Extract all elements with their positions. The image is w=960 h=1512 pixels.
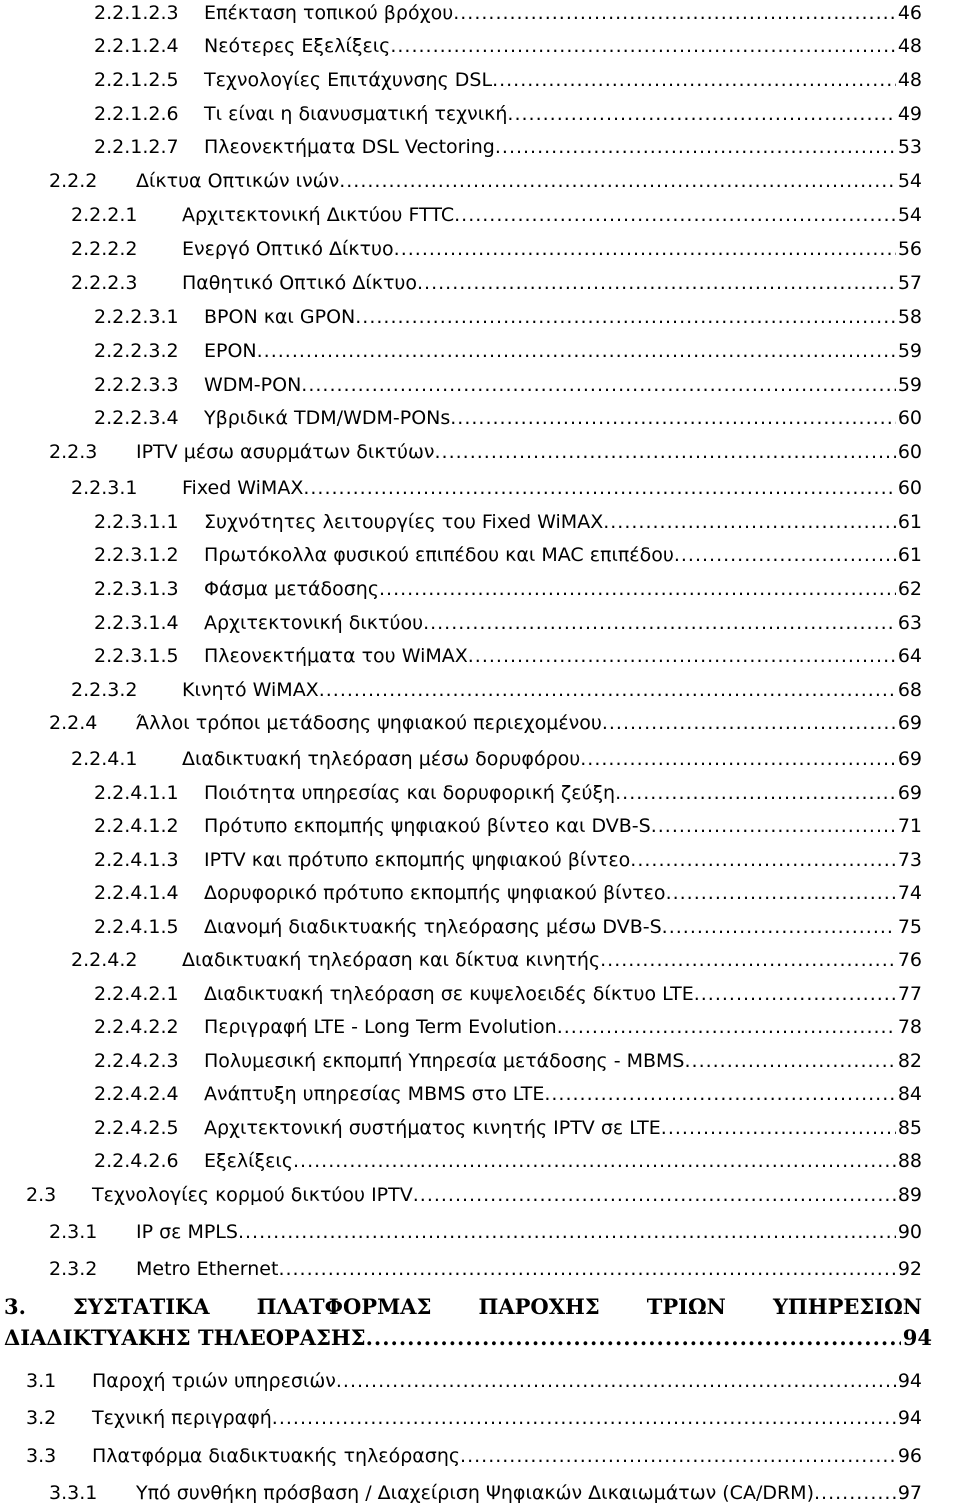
toc-entry[interactable] bbox=[0, 746, 960, 778]
toc-entry-number: 2.2.3.1.2 bbox=[94, 544, 179, 566]
toc-entry-number: 2.2.4.2.6 bbox=[94, 1150, 179, 1172]
toc-entry-line bbox=[204, 1014, 922, 1040]
toc-entry-title: Πλεονεκτήματα του WiMAX bbox=[204, 645, 468, 667]
toc-entry[interactable] bbox=[0, 1368, 960, 1400]
toc-entry[interactable] bbox=[0, 1182, 960, 1214]
toc-entry-title: Ποιότητα υπηρεσίας και δορυφορική ζεύξη bbox=[204, 782, 616, 804]
toc-entry[interactable] bbox=[0, 542, 960, 574]
toc-entry-page: 56 bbox=[897, 238, 922, 260]
dot-leader bbox=[394, 236, 896, 262]
toc-entry-title: Τεχνική περιγραφή bbox=[92, 1407, 272, 1429]
toc-entry[interactable] bbox=[0, 914, 960, 946]
toc-entry[interactable] bbox=[0, 0, 960, 32]
dot-leader bbox=[662, 914, 896, 940]
toc-entry-line bbox=[204, 847, 922, 873]
toc-entry-number: 2.2.4.1.5 bbox=[94, 916, 179, 938]
toc-entry-line bbox=[204, 1048, 922, 1074]
toc-entry-line bbox=[204, 33, 922, 59]
toc-entry[interactable] bbox=[0, 981, 960, 1013]
toc-entry-title: Παροχή τριών υπηρεσιών bbox=[92, 1370, 336, 1392]
toc-entry-number: 2.3.1 bbox=[49, 1221, 98, 1243]
toc-entry-page: 69 bbox=[897, 748, 922, 770]
toc-entry-page: 97 bbox=[897, 1482, 922, 1504]
toc-entry-title: Δίκτυα Οπτικών ινών bbox=[136, 170, 340, 192]
toc-entry-number: 2.2.2.3.1 bbox=[94, 306, 179, 328]
toc-entry-title: Παθητικό Οπτικό Δίκτυο bbox=[182, 272, 418, 294]
toc-entry[interactable] bbox=[0, 780, 960, 812]
toc-entry-title: Ανάπτυξη υπηρεσίας MBMS στο LTE bbox=[204, 1083, 545, 1105]
toc-entry-title: IPTV και πρότυπο εκπομπής ψηφιακού βίντεο bbox=[204, 849, 631, 871]
toc-entry-title: Εξελίξεις bbox=[204, 1150, 293, 1172]
dot-leader bbox=[684, 1048, 895, 1074]
toc-entry-number: 3.3 bbox=[26, 1445, 57, 1467]
toc-entry[interactable] bbox=[0, 236, 960, 268]
dot-leader bbox=[666, 880, 896, 906]
toc-entry-line bbox=[136, 710, 922, 736]
toc-entry[interactable] bbox=[0, 947, 960, 979]
toc-entry-title: Ενεργό Οπτικό Δίκτυο bbox=[182, 238, 394, 260]
toc-entry-title: Fixed WiMAX bbox=[182, 477, 304, 499]
toc-entry[interactable] bbox=[0, 813, 960, 845]
toc-entry[interactable] bbox=[0, 1405, 960, 1437]
dot-leader bbox=[272, 1405, 896, 1431]
toc-entry-title: Πλατφόρμα διαδικτυακής τηλεόρασης bbox=[92, 1445, 461, 1467]
chapter-word: ΣΥΣΤΑΤΙΚΑ bbox=[72, 1294, 210, 1319]
toc-entry[interactable] bbox=[0, 1443, 960, 1475]
toc-entry-line bbox=[182, 677, 922, 703]
toc-entry-line bbox=[204, 813, 922, 839]
toc-entry-page: 62 bbox=[897, 578, 922, 600]
dot-leader bbox=[278, 1256, 895, 1282]
toc-entry-title: Νεότερες Εξελίξεις bbox=[204, 35, 391, 57]
toc-entry-page: 61 bbox=[897, 511, 922, 533]
toc-entry-page: 60 bbox=[897, 441, 922, 463]
toc-entry[interactable] bbox=[0, 270, 960, 302]
dot-leader bbox=[423, 610, 896, 636]
toc-entry-page: 59 bbox=[897, 340, 922, 362]
toc-entry[interactable] bbox=[0, 847, 960, 879]
toc-entry-title: Άλλοι τρόποι μετάδοσης ψηφιακού περιεχομένου bbox=[136, 712, 602, 734]
dot-leader bbox=[630, 847, 896, 873]
toc-entry-number: 3.1 bbox=[26, 1370, 57, 1392]
dot-leader bbox=[615, 780, 896, 806]
dot-leader bbox=[507, 101, 895, 127]
toc-entry-title: IP σε MPLS bbox=[136, 1221, 238, 1243]
toc-entry-line bbox=[204, 914, 922, 940]
toc-entry-line bbox=[204, 1081, 922, 1107]
toc-entry-number: 2.2.2.3.4 bbox=[94, 407, 179, 429]
toc-entry-page: 64 bbox=[897, 645, 922, 667]
toc-entry-number: 2.3 bbox=[26, 1184, 57, 1206]
toc-entry-page: 85 bbox=[897, 1117, 922, 1139]
toc-entry-line bbox=[204, 780, 922, 806]
dot-leader bbox=[674, 542, 896, 568]
toc-entry-title: Φάσμα μετάδοσης bbox=[204, 578, 379, 600]
toc-entry-line bbox=[182, 236, 922, 262]
toc-entry[interactable] bbox=[0, 576, 960, 608]
dot-leader bbox=[319, 677, 896, 703]
toc-entry[interactable] bbox=[0, 67, 960, 99]
chapter-word: ΠΛΑΤΦΟΡΜΑΣ bbox=[256, 1294, 432, 1319]
toc-entry-number: 2.2.1.2.5 bbox=[94, 69, 179, 91]
toc-entry-number: 2.2.3.1.4 bbox=[94, 612, 179, 634]
toc-entry-page: 94 bbox=[897, 1370, 922, 1392]
toc-entry[interactable] bbox=[0, 101, 960, 133]
toc-entry-page: 88 bbox=[897, 1150, 922, 1172]
toc-entry-title: Διανομή διαδικτυακής τηλεόρασης μέσω DVB-S bbox=[204, 916, 662, 938]
dot-leader bbox=[495, 134, 896, 160]
toc-entry[interactable] bbox=[0, 1256, 960, 1288]
toc-entry-line bbox=[92, 1405, 922, 1431]
toc-entry-line bbox=[204, 610, 922, 636]
dot-leader bbox=[293, 1148, 896, 1174]
toc-entry-number: 2.2.3 bbox=[49, 441, 98, 463]
toc-entry-page: 53 bbox=[897, 136, 922, 158]
toc-entry-number: 2.2.3.1.3 bbox=[94, 578, 179, 600]
toc-entry-number: 2.2.4.1.3 bbox=[94, 849, 179, 871]
dot-leader bbox=[544, 1081, 895, 1107]
toc-entry-number: 2.2.4 bbox=[49, 712, 98, 734]
toc-entry-title: IPTV μέσω ασυρμάτων δικτύων bbox=[136, 441, 435, 463]
dot-leader bbox=[453, 0, 896, 26]
toc-entry-line bbox=[136, 1480, 922, 1506]
toc-entry-line bbox=[204, 981, 922, 1007]
dot-leader bbox=[580, 746, 896, 772]
toc-entry-number: 2.2.2 bbox=[49, 170, 98, 192]
toc-entry[interactable] bbox=[0, 338, 960, 370]
toc-entry-number: 2.2.3.2 bbox=[71, 679, 138, 701]
toc-entry[interactable] bbox=[0, 405, 960, 437]
chapter-heading-line1 bbox=[4, 1292, 922, 1322]
toc-entry-page: 73 bbox=[897, 849, 922, 871]
toc-entry-title: Αρχιτεκτονική Δικτύου FTTC bbox=[182, 204, 455, 226]
toc-entry-number: 2.2.3.1.1 bbox=[94, 511, 179, 533]
toc-entry-line bbox=[204, 101, 922, 127]
toc-entry-number: 2.2.3.1.5 bbox=[94, 645, 179, 667]
toc-entry-line bbox=[204, 405, 922, 431]
toc-entry[interactable] bbox=[0, 33, 960, 65]
toc-entry-line bbox=[136, 168, 922, 194]
toc-entry[interactable] bbox=[0, 1014, 960, 1046]
toc-entry-page: 89 bbox=[897, 1184, 922, 1206]
toc-entry-page: 57 bbox=[897, 272, 922, 294]
toc-entry-title: Κινητό WiMAX bbox=[182, 679, 319, 701]
toc-entry-number: 2.2.1.2.4 bbox=[94, 35, 179, 57]
toc-entry-number: 2.2.3.1 bbox=[71, 477, 138, 499]
toc-entry-page: 90 bbox=[897, 1221, 922, 1243]
toc-entry-line bbox=[204, 0, 922, 26]
toc-entry-page: 92 bbox=[897, 1258, 922, 1280]
toc-entry-page: 69 bbox=[897, 782, 922, 804]
toc-entry-title: Διαδικτυακή τηλεόραση σε κυψελοειδές δίκτυο LTE bbox=[204, 983, 694, 1005]
toc-entry-line bbox=[182, 746, 922, 772]
toc-entry-number: 2.2.4.2.4 bbox=[94, 1083, 179, 1105]
dot-leader bbox=[450, 405, 896, 431]
toc-entry-title: Περιγραφή LTE - Long Term Evolution bbox=[204, 1016, 557, 1038]
toc-entry-page: 82 bbox=[897, 1050, 922, 1072]
dot-leader bbox=[339, 168, 896, 194]
toc-entry-title: Διαδικτυακή τηλεόραση μέσω δορυφόρου bbox=[182, 748, 581, 770]
dot-leader bbox=[651, 813, 896, 839]
toc-entry-title: Διαδικτυακή τηλεόραση και δίκτυα κινητής bbox=[182, 949, 601, 971]
dot-leader bbox=[379, 576, 896, 602]
dot-leader bbox=[492, 67, 896, 93]
toc-entry[interactable] bbox=[0, 1148, 960, 1180]
toc-entry-line bbox=[204, 1148, 922, 1174]
dot-leader bbox=[814, 1480, 896, 1506]
dot-leader bbox=[355, 304, 896, 330]
toc-entry-number: 2.2.2.3.2 bbox=[94, 340, 179, 362]
chapter-word: ΤΡΙΩΝ bbox=[646, 1294, 726, 1319]
chapter-heading[interactable] bbox=[0, 1292, 960, 1354]
dot-leader bbox=[602, 710, 896, 736]
toc-entry-line bbox=[136, 1256, 922, 1282]
toc-entry-line bbox=[182, 270, 922, 296]
toc-entry[interactable] bbox=[0, 509, 960, 541]
toc-entry-title: Συχνότητες λειτουργίες του Fixed WiMAX bbox=[204, 511, 604, 533]
toc-entry-line bbox=[204, 304, 922, 330]
toc-entry-title: Τι είναι η διανυσματική τεχνική bbox=[204, 103, 508, 125]
toc-entry-line bbox=[204, 643, 922, 669]
toc-entry[interactable] bbox=[0, 304, 960, 336]
toc-entry-page: 75 bbox=[897, 916, 922, 938]
dot-leader bbox=[303, 475, 895, 501]
toc-entry-line bbox=[204, 338, 922, 364]
toc-entry-number: 2.2.4.2.2 bbox=[94, 1016, 179, 1038]
toc-entry-page: 74 bbox=[897, 882, 922, 904]
toc-entry[interactable] bbox=[0, 168, 960, 200]
toc-entry-title: BPON και GPON bbox=[204, 306, 356, 328]
toc-entry-number: 2.2.1.2.6 bbox=[94, 103, 179, 125]
toc-entry-page: 60 bbox=[897, 477, 922, 499]
toc-entry-number: 2.2.2.1 bbox=[71, 204, 138, 226]
toc-entry[interactable] bbox=[0, 677, 960, 709]
dot-leader bbox=[454, 202, 896, 228]
toc-entry-number: 3.3.1 bbox=[49, 1482, 98, 1504]
toc-entry-title: Αρχιτεκτονική συστήματος κινητής IPTV σε LTE bbox=[204, 1117, 661, 1139]
toc-entry-page: 69 bbox=[897, 712, 922, 734]
toc-entry-line bbox=[204, 509, 922, 535]
toc-entry-number: 2.2.4.1.2 bbox=[94, 815, 179, 837]
toc-entry[interactable] bbox=[0, 372, 960, 404]
chapter-heading-line2 bbox=[4, 1323, 932, 1353]
toc-entry-page: 71 bbox=[897, 815, 922, 837]
dot-leader bbox=[557, 1014, 896, 1040]
dot-leader bbox=[661, 1115, 896, 1141]
toc-entry[interactable] bbox=[0, 1219, 960, 1251]
toc-entry-number: 2.2.1.2.3 bbox=[94, 2, 179, 24]
toc-entry-line bbox=[204, 542, 922, 568]
toc-entry-page: 59 bbox=[897, 374, 922, 396]
toc-entry[interactable] bbox=[0, 475, 960, 507]
toc-entry-line bbox=[204, 67, 922, 93]
dot-leader bbox=[460, 1443, 896, 1469]
toc-entry-number: 2.3.2 bbox=[49, 1258, 98, 1280]
toc-entry-page: 84 bbox=[897, 1083, 922, 1105]
dot-leader bbox=[603, 509, 896, 535]
dot-leader bbox=[301, 372, 896, 398]
toc-entry-number: 2.2.4.2 bbox=[71, 949, 138, 971]
toc-entry[interactable] bbox=[0, 1480, 960, 1512]
dot-leader bbox=[694, 981, 896, 1007]
toc-entry-number: 2.2.2.2 bbox=[71, 238, 138, 260]
toc-entry-line bbox=[204, 372, 922, 398]
toc-entry-line bbox=[204, 880, 922, 906]
toc-entry-page: 60 bbox=[897, 407, 922, 429]
toc-entry-page: 94 bbox=[897, 1407, 922, 1429]
toc-entry-title: EPON bbox=[204, 340, 257, 362]
toc-entry-number: 2.2.4.2.1 bbox=[94, 983, 179, 1005]
toc-entry-page: 61 bbox=[897, 544, 922, 566]
toc-entry-number: 2.2.2.3.3 bbox=[94, 374, 179, 396]
toc-entry-line bbox=[136, 1219, 922, 1245]
toc-entry-number: 3.2 bbox=[26, 1407, 57, 1429]
toc-entry-title: Δορυφορικό πρότυπο εκπομπής ψηφιακού βίντεο bbox=[204, 882, 666, 904]
toc-entry-title: Τεχνολογίες κορμού δικτύου IPTV bbox=[92, 1184, 413, 1206]
chapter-word: ΥΠΗΡΕΣΙΩΝ bbox=[772, 1294, 922, 1319]
toc-entry-line bbox=[92, 1182, 922, 1208]
dot-leader bbox=[366, 1323, 901, 1353]
toc-entry-page: 46 bbox=[897, 2, 922, 24]
toc-entry-number: 2.2.2.3 bbox=[71, 272, 138, 294]
chapter-word: ΠΑΡΟΧΗΣ bbox=[478, 1294, 600, 1319]
toc-entry-line bbox=[182, 202, 922, 228]
toc-entry-page: 54 bbox=[897, 204, 922, 226]
toc-entry-line bbox=[182, 947, 922, 973]
toc-entry-title: Τεχνολογίες Επιτάχυνσης DSL bbox=[204, 69, 493, 91]
toc-entry-title: Πλεονεκτήματα DSL Vectoring bbox=[204, 136, 495, 158]
toc-entry-line bbox=[182, 475, 922, 501]
toc-entry-line bbox=[136, 439, 922, 465]
toc-entry[interactable] bbox=[0, 610, 960, 642]
chapter-title-line2: ΔΙΑΔΙΚΤΥΑΚΗΣ ΤΗΛΕΟΡΑΣΗΣ bbox=[4, 1325, 366, 1350]
toc-entry[interactable] bbox=[0, 134, 960, 166]
toc-entry-title: Πρωτόκολλα φυσικού επιπέδου και MAC επιπέδου bbox=[204, 544, 674, 566]
toc-entry-page: 48 bbox=[897, 69, 922, 91]
dot-leader bbox=[257, 338, 896, 364]
toc-entry-title: WDM-PON bbox=[204, 374, 302, 396]
toc-entry-number: 2.2.4.1 bbox=[71, 748, 138, 770]
dot-leader bbox=[417, 270, 896, 296]
dot-leader bbox=[435, 439, 896, 465]
toc-entry-number: 2.2.4.1.1 bbox=[94, 782, 179, 804]
toc-entry-line bbox=[204, 576, 922, 602]
toc-entry-page: 63 bbox=[897, 612, 922, 634]
toc-entry-title: Υβριδικά TDM/WDM-PONs bbox=[204, 407, 451, 429]
dot-leader bbox=[468, 643, 896, 669]
toc-entry-number: 2.2.4.1.4 bbox=[94, 882, 179, 904]
toc-entry[interactable] bbox=[0, 1081, 960, 1113]
toc-entry-title: Πρότυπο εκπομπής ψηφιακού βίντεο και DVB-S bbox=[204, 815, 651, 837]
toc-entry-title: Αρχιτεκτονική δικτύου bbox=[204, 612, 424, 634]
toc-entry-title: Metro Ethernet bbox=[136, 1258, 279, 1280]
dot-leader bbox=[600, 947, 896, 973]
toc-entry[interactable] bbox=[0, 643, 960, 675]
toc-entry-line bbox=[204, 1115, 922, 1141]
toc-entry-page: 49 bbox=[897, 103, 922, 125]
toc-entry-title: Πολυμεσική εκπομπή Υπηρεσία μετάδοσης - MBMS bbox=[204, 1050, 685, 1072]
chapter-number: 3. bbox=[4, 1294, 26, 1319]
toc-entry[interactable] bbox=[0, 1115, 960, 1147]
toc-entry-number: 2.2.1.2.7 bbox=[94, 136, 179, 158]
toc-entry-page: 68 bbox=[897, 679, 922, 701]
toc-entry-line bbox=[204, 134, 922, 160]
toc-entry-number: 2.2.4.2.3 bbox=[94, 1050, 179, 1072]
toc-entry-title: Επέκταση τοπικού βρόχου bbox=[204, 2, 454, 24]
toc-entry-line bbox=[92, 1368, 922, 1394]
toc-entry-page: 96 bbox=[897, 1445, 922, 1467]
toc-entry-page: 48 bbox=[897, 35, 922, 57]
toc-entry-page: 77 bbox=[897, 983, 922, 1005]
toc-entry[interactable] bbox=[0, 880, 960, 912]
dot-leader bbox=[413, 1182, 896, 1208]
chapter-page: 94 bbox=[902, 1325, 932, 1350]
dot-leader bbox=[336, 1368, 896, 1394]
toc-entry-page: 76 bbox=[897, 949, 922, 971]
toc-entry-line bbox=[92, 1443, 922, 1469]
toc-entry-page: 78 bbox=[897, 1016, 922, 1038]
dot-leader bbox=[390, 33, 895, 59]
dot-leader bbox=[238, 1219, 896, 1245]
toc-entry-page: 58 bbox=[897, 306, 922, 328]
toc-entry[interactable] bbox=[0, 439, 960, 471]
toc-entry-title: Υπό συνθήκη πρόσβαση / Διαχείριση Ψηφιακών Δικαιωμάτων (CA/DRM) bbox=[136, 1482, 814, 1504]
toc-entry[interactable] bbox=[0, 202, 960, 234]
toc-entry-number: 2.2.4.2.5 bbox=[94, 1117, 179, 1139]
toc-entry-page: 54 bbox=[897, 170, 922, 192]
toc-entry[interactable] bbox=[0, 1048, 960, 1080]
toc-entry[interactable] bbox=[0, 710, 960, 742]
